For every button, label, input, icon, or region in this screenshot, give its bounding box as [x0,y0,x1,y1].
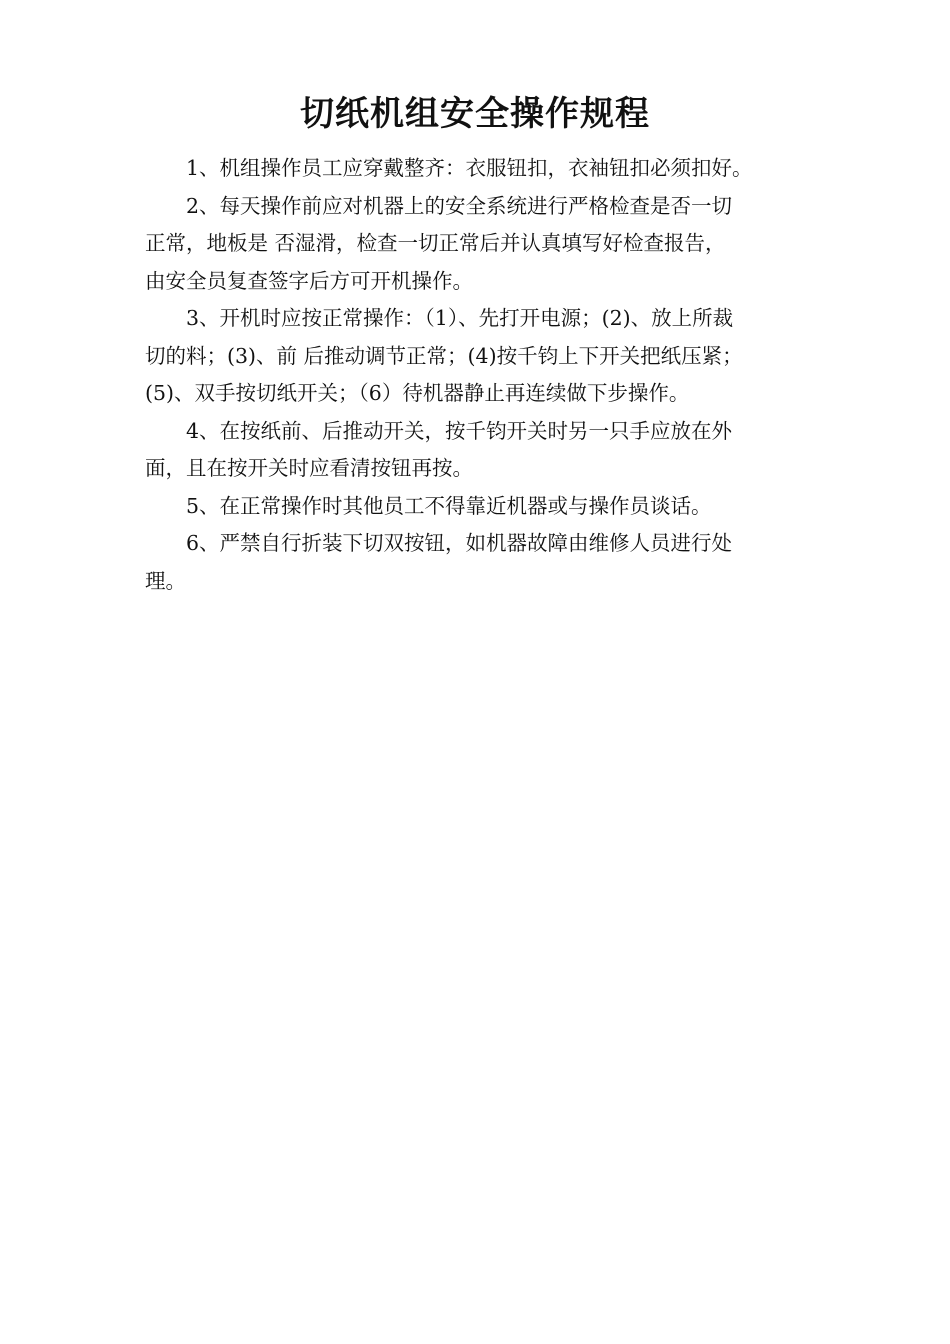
rule-2-line-1: 2、每天操作前应对机器上的安全系统进行严格检查是否一切 [186,193,733,218]
rule-paragraph-3 [145,300,810,413]
rule-1-line-1: 1、机组操作员工应穿戴整齐：衣服钮扣，衣袖钮扣必须扣好。 [186,156,753,180]
rule-6-line-1: 6、严禁自行折装下切双按钮，如机器故障由维修人员进行处 [186,531,733,555]
document-body [145,150,810,600]
rule-3-line-1: 3、开机时应按正常操作：（1）、先打开电源；(2)、放上所裁 [186,306,734,330]
page-title: 切纸机组安全操作规程 [300,94,650,134]
rule-4-line-2: 面，且在按开关时应看清按钮再按。 [145,456,473,480]
rule-paragraph-1 [145,150,810,188]
rule-2-line-2: 正常，地板是 否湿滑，检查一切正常后并认真填写好检查报告， [145,231,726,255]
rule-3-line-3: (5)、双手按切纸开关；（6）待机器静止再连续做下步操作。 [145,381,690,405]
rule-3-line-2: 切的料；(3)、前 后推动调节正常；(4)按千钧上下开关把纸压紧； [145,343,743,368]
rule-paragraph-6 [145,525,810,600]
rule-paragraph-4 [145,413,810,488]
rule-paragraph-2 [145,188,810,301]
rule-6-line-2: 理。 [145,568,186,593]
rule-paragraph-5 [145,488,810,526]
rule-4-line-1: 4、在按纸前、后推动开关，按千钧开关时另一只手应放在外 [186,418,733,443]
rule-5-line-1: 5、在正常操作时其他员工不得靠近机器或与操作员谈话。 [186,493,712,518]
rule-2-line-3: 由安全员复查签字后方可开机操作。 [145,268,473,293]
